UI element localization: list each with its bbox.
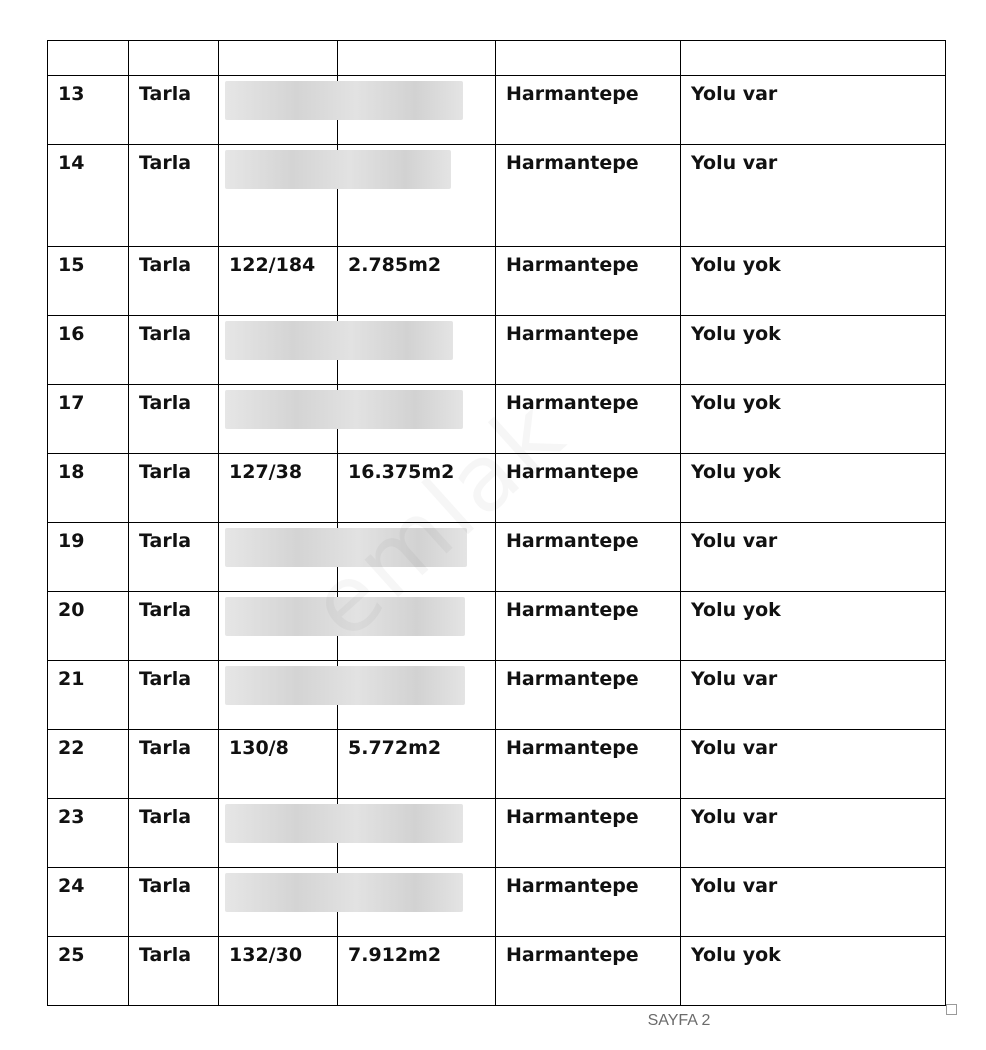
cell-row-number: 20 bbox=[48, 592, 129, 661]
cell-property-type: Tarla bbox=[129, 247, 219, 316]
cell-parcel: 132/30 bbox=[219, 937, 338, 1006]
cell-property-type: Tarla bbox=[129, 799, 219, 868]
cell-parcel bbox=[219, 145, 338, 247]
cell-row-number: 22 bbox=[48, 730, 129, 799]
table-row bbox=[48, 454, 946, 523]
cell-location: Harmantepe bbox=[496, 868, 681, 937]
table-row bbox=[48, 868, 946, 937]
table-row bbox=[48, 145, 946, 247]
cell-location: Harmantepe bbox=[496, 592, 681, 661]
cell-row-number: 13 bbox=[48, 76, 129, 145]
cell-location: Harmantepe bbox=[496, 316, 681, 385]
cell-location: Harmantepe bbox=[496, 454, 681, 523]
cell-parcel bbox=[219, 523, 338, 592]
cell-parcel bbox=[219, 868, 338, 937]
header-cell-road bbox=[681, 41, 946, 76]
redaction-bar bbox=[225, 81, 463, 120]
cell-parcel bbox=[219, 316, 338, 385]
cell-row-number: 21 bbox=[48, 661, 129, 730]
cell-row-number: 18 bbox=[48, 454, 129, 523]
cell-road-access: Yolu yok bbox=[681, 937, 946, 1006]
cell-location: Harmantepe bbox=[496, 937, 681, 1006]
redaction-bar bbox=[225, 150, 451, 189]
cell-area: 16.375m2 bbox=[338, 454, 496, 523]
redaction-bar bbox=[225, 873, 463, 912]
table-row bbox=[48, 385, 946, 454]
cell-location: Harmantepe bbox=[496, 385, 681, 454]
cell-property-type: Tarla bbox=[129, 76, 219, 145]
table-row bbox=[48, 247, 946, 316]
cell-road-access: Yolu var bbox=[681, 868, 946, 937]
cell-location: Harmantepe bbox=[496, 730, 681, 799]
cell-parcel: 127/38 bbox=[219, 454, 338, 523]
cell-road-access: Yolu var bbox=[681, 523, 946, 592]
table-row bbox=[48, 76, 946, 145]
cell-road-access: Yolu yok bbox=[681, 592, 946, 661]
cell-parcel bbox=[219, 385, 338, 454]
page-footer-label: SAYFA 2 bbox=[647, 1012, 711, 1029]
cell-area: 7.912m2 bbox=[338, 937, 496, 1006]
redaction-bar bbox=[225, 390, 463, 429]
cell-property-type: Tarla bbox=[129, 592, 219, 661]
table-row bbox=[48, 799, 946, 868]
cell-road-access: Yolu var bbox=[681, 799, 946, 868]
cell-road-access: Yolu var bbox=[681, 661, 946, 730]
cell-location: Harmantepe bbox=[496, 145, 681, 247]
redaction-bar bbox=[225, 804, 463, 843]
cell-area: 2.785m2 bbox=[338, 247, 496, 316]
cell-parcel bbox=[219, 661, 338, 730]
cell-property-type: Tarla bbox=[129, 661, 219, 730]
cell-row-number: 15 bbox=[48, 247, 129, 316]
cell-parcel: 130/8 bbox=[219, 730, 338, 799]
cell-row-number: 19 bbox=[48, 523, 129, 592]
header-cell-area bbox=[338, 41, 496, 76]
cell-location: Harmantepe bbox=[496, 661, 681, 730]
cell-property-type: Tarla bbox=[129, 868, 219, 937]
cell-property-type: Tarla bbox=[129, 523, 219, 592]
table-row bbox=[48, 730, 946, 799]
cell-location: Harmantepe bbox=[496, 523, 681, 592]
cell-road-access: Yolu yok bbox=[681, 385, 946, 454]
cell-road-access: Yolu var bbox=[681, 145, 946, 247]
cell-row-number: 25 bbox=[48, 937, 129, 1006]
footer-marker-box bbox=[946, 1004, 957, 1015]
table-row bbox=[48, 592, 946, 661]
cell-location: Harmantepe bbox=[496, 799, 681, 868]
cell-property-type: Tarla bbox=[129, 316, 219, 385]
cell-road-access: Yolu var bbox=[681, 76, 946, 145]
cell-road-access: Yolu yok bbox=[681, 316, 946, 385]
table-row bbox=[48, 661, 946, 730]
cell-road-access: Yolu yok bbox=[681, 247, 946, 316]
cell-row-number: 24 bbox=[48, 868, 129, 937]
cell-row-number: 17 bbox=[48, 385, 129, 454]
cell-road-access: Yolu var bbox=[681, 730, 946, 799]
table-row bbox=[48, 316, 946, 385]
cell-location: Harmantepe bbox=[496, 247, 681, 316]
cell-property-type: Tarla bbox=[129, 145, 219, 247]
cell-location: Harmantepe bbox=[496, 76, 681, 145]
cell-parcel bbox=[219, 799, 338, 868]
redaction-bar bbox=[225, 666, 465, 705]
table-row bbox=[48, 523, 946, 592]
cell-row-number: 16 bbox=[48, 316, 129, 385]
table-header-row bbox=[48, 41, 946, 76]
parcel-table-body bbox=[48, 41, 946, 1006]
header-cell-parcel bbox=[219, 41, 338, 76]
redaction-bar bbox=[225, 597, 465, 636]
cell-parcel bbox=[219, 76, 338, 145]
redaction-bar bbox=[225, 528, 467, 567]
cell-property-type: Tarla bbox=[129, 454, 219, 523]
cell-road-access: Yolu yok bbox=[681, 454, 946, 523]
table-row bbox=[48, 937, 946, 1006]
cell-parcel bbox=[219, 592, 338, 661]
document-table-container bbox=[47, 40, 945, 1006]
cell-property-type: Tarla bbox=[129, 937, 219, 1006]
header-cell-location bbox=[496, 41, 681, 76]
cell-parcel: 122/184 bbox=[219, 247, 338, 316]
cell-row-number: 23 bbox=[48, 799, 129, 868]
redaction-bar bbox=[225, 321, 453, 360]
cell-property-type: Tarla bbox=[129, 730, 219, 799]
parcel-table bbox=[47, 40, 946, 1006]
cell-property-type: Tarla bbox=[129, 385, 219, 454]
header-cell-no bbox=[48, 41, 129, 76]
header-cell-type bbox=[129, 41, 219, 76]
cell-area: 5.772m2 bbox=[338, 730, 496, 799]
cell-row-number: 14 bbox=[48, 145, 129, 247]
